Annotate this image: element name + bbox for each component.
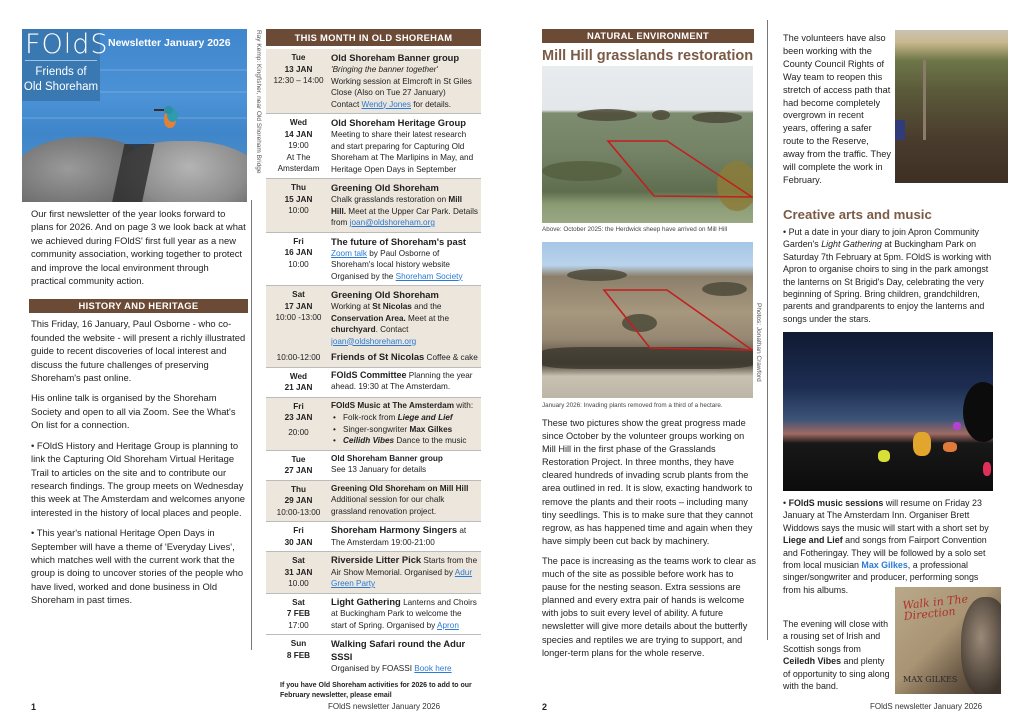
mill-hill-october-photo <box>542 66 753 223</box>
arts-section-title: Creative arts and music <box>783 207 932 222</box>
shoreham-society-link[interactable]: Shoreham Society <box>395 271 463 281</box>
column-divider <box>767 20 768 640</box>
intro-paragraph: Our first newsletter of the year looks forward to plans for 2026. And on page 3 we look back at what we achieved during FOldS' first full year as a new community association, working together to protect and improve the local environment through practical community action. <box>31 208 246 287</box>
ceilidh-paragraph: The evening will close with a rousing set of Irish and Scottish songs from Ceiledh Vibes and plenty of opportunity to sing along with the band. <box>783 619 890 692</box>
events-footnote: If you have Old Shoreham activities for 2026 to add to our February newsletter, please email <box>280 681 472 699</box>
events-table <box>266 29 481 701</box>
history-heading: HISTORY AND HERITAGE <box>29 299 248 313</box>
apron-link[interactable]: Apron <box>437 620 459 630</box>
access-path-photo <box>895 30 1008 183</box>
event-row: Fri 16 JAN 10:00 The future of Shoreham's past Zoom talk by Paul Osborne of Shoreham's local history website Organised by the Shoreham Society <box>266 233 481 287</box>
event-row: Sat 17 JAN 10:00 -13:00 Greening Old Shoreham Working at St Nicolas and the Conservation Area. Meet at the churchyard. Contact joan@oldshoreham.org 10:00-12:00 Friends of St Nicolas Coffee & cake <box>266 286 481 368</box>
natural-environment-heading: NATURAL ENVIRONMENT <box>542 29 754 43</box>
email-link[interactable]: joan@oldshoreham.org <box>331 336 417 346</box>
event-row: Fri 23 JAN 20:00 FOldS Music at The Amsterdam with: • Folk-rock from Liege and Lief • Singer-songwriter Max Gilkes • Ceilidh Vibes Dance to the music <box>266 398 481 451</box>
intro-column <box>31 207 246 614</box>
history-paragraph: • FOldS History and Heritage Group is planning to link the Capturing Old Shoreham Virtual Heritage Trail to articles on the site and to contribute our research findings. The group meets on Wednesday this week at The Amsterdam and welcomes anyone interested in the history of local places and people. <box>31 439 245 518</box>
page-number: 1 <box>31 702 37 712</box>
event-row: Tue 27 JAN Old Shoreham Banner group See 13 January for details <box>266 451 481 481</box>
event-row: Sun 8 FEB Walking Safari round the Adur SSSI Organised by FOASSI Book here <box>286 638 466 673</box>
photo-credit: Ray Kemp: Kingfisher, near Old Shoreham Bridge <box>255 30 262 174</box>
history-paragraph: His online talk is organised by the Shoreham Society and open to all via Zoom. See the What's On list for a connection. <box>31 392 236 431</box>
page-number: 2 <box>542 702 548 712</box>
page-2 <box>512 0 1024 724</box>
event-row: Thu 15 JAN 10:00 Greening Old Shoreham Chalk grasslands restoration on Mill Hill. Meet at the Upper Car Park. Details from joan@oldshoreham.org <box>266 179 481 233</box>
event-row: Tue 13 JAN 12:30 – 14:00 Old Shoreham Banner group 'Bringing the banner together' Working session at Elmcroft in St Giles Close (Also on Tue 27 January) Contact Wendy Jones for details. <box>266 49 481 114</box>
photo-credit: Photos: Jonathan Crawford <box>755 303 762 382</box>
email-link[interactable]: joan@oldshoreham.org <box>349 218 435 227</box>
events-heading: THIS MONTH IN OLD SHOREHAM <box>266 29 481 46</box>
light-gathering-paragraph: • Put a date in your diary to join Apron Community Garden's Light Gathering at Buckingham Park on Saturday 7th February at 5pm. FOldS is working with Apron to organise choirs to sing in the park amongst the lanterns on St Brigid's Day, celebrating the very beginning of Spring. Bring children, grandchildren, parents and grandparents to enjoy the lanterns and songs under the stars. <box>783 227 992 324</box>
mill-hill-january-photo <box>542 242 753 398</box>
newsletter-title: Newsletter January 2026 <box>108 37 231 49</box>
volunteers-paragraph: The volunteers have also been working with the County Council Rights of Way team to reopen this stretch of access path that had become completely overgrown in recent years, offering a safer route to the Reserve, away from the traffic. They will complete the work in February. <box>783 33 891 185</box>
page-footer: FOldS newsletter January 2026 <box>328 702 441 711</box>
album-title: Walk in The Direction <box>902 592 969 624</box>
album-cover-photo <box>895 587 1001 694</box>
lantern-photo <box>783 332 993 491</box>
zoom-talk-link[interactable]: Zoom talk <box>331 248 367 258</box>
cover-image-kingfisher <box>22 29 247 202</box>
event-row: Wed 21 JAN FOldS Committee Planning the year ahead. 19:30 at The Amsterdam. <box>266 368 481 398</box>
history-paragraph: • This year's national Heritage Open Days in September will have a theme of 'Everyday Lives', which matches well with the current work that the group is doing to uncover stories of the people who have lived, worked and done business in Old Shoreham in past times. <box>31 527 244 606</box>
history-paragraph: This Friday, 16 January, Paul Osborne - who co-founded the website - will present a richly illustrated guide to recent discoveries of local interest and discuss the future challenges of preserving Shoreham's past online. <box>31 318 246 384</box>
event-row: Sat 7 FEB 17:00 Light Gathering Lanterns and Choirs at Buckingham Park to welcome the start of Spring. Organised by Apron <box>266 594 481 636</box>
max-gilkes-link[interactable]: Max Gilkes <box>861 560 908 571</box>
photo-caption: Above: October 2025: the Herdwick sheep have arrived on Mill Hill <box>542 226 728 233</box>
event-row: Thu 29 JAN 10:00-13:00 Greening Old Shoreham on Mill Hill Additional session for our chalk grassland renovation project. <box>266 481 481 523</box>
page-footer: FOldS newsletter January 2026 <box>870 702 983 711</box>
wendy-jones-link[interactable]: Wendy Jones <box>361 99 411 109</box>
photo-caption: January 2026: Invading plants removed from a third of a hectare. <box>542 402 723 409</box>
folds-logo: FOldS Friends of Old Shoreham <box>22 29 100 101</box>
music-sessions-paragraph: • FOldS music sessions will resume on Friday 23 January at The Amsterdam Inn. Organiser Brett Widdows says the music will start with a short set by Liege and Lief and songs from Fairport Convention and Fotheringay. They will be followed by a solo set from local musician Max Gilkes, a professional singer/songwriter and producer, performing songs from his albums. <box>783 498 989 595</box>
event-row: Sat 31 JAN 10.00 Riverside Litter Pick Starts from the Air Show Memorial. Organised by Adur Green Party <box>266 552 481 594</box>
article-title: Mill Hill grasslands restoration <box>542 48 754 64</box>
adur-green-party-link[interactable]: Adur Green Party <box>331 567 473 588</box>
column-divider <box>251 200 252 650</box>
event-row: Fri 30 JAN Shoreham Harmony Singers at The Amsterdam 19:00-21:00 <box>266 522 481 552</box>
event-row: Wed 14 JAN 19:00 At The Amsterdam Old Shoreham Heritage Group Meeting to share their latest research and start preparing for Capturing Old Shoreham at The Marlipins in May, and Heritage Open Days in September <box>266 114 481 179</box>
book-here-link[interactable]: Book here <box>414 664 452 673</box>
article-body: These two pictures show the great progress made since October by the volunteer groups working on Mill Hill in the first phase of the Grasslands Restoration Project. In three months, they have cleared hundreds of invading scrub plants from the area outlined in red. It is slow, exacting handwork to remove the plants and their roots – including many tiny seedlings. This is to make sure that they cannot regrow, as has happened time and again when they have simply been cut back by machinery. The pace is increasing as the teams work to clear as much of the site as possible before work has to pause for the nesting season. Extra sessions are planned and every extra pair of hands is welcome with jobs to suit every level of ability. A future newsletter will give more details about the butterfly species and reptiles we are trying to support, and longer-term plans for the whole reserve. <box>542 418 756 658</box>
album-artist: MAX GILKES <box>903 675 958 684</box>
kingfisher-icon <box>162 106 178 130</box>
